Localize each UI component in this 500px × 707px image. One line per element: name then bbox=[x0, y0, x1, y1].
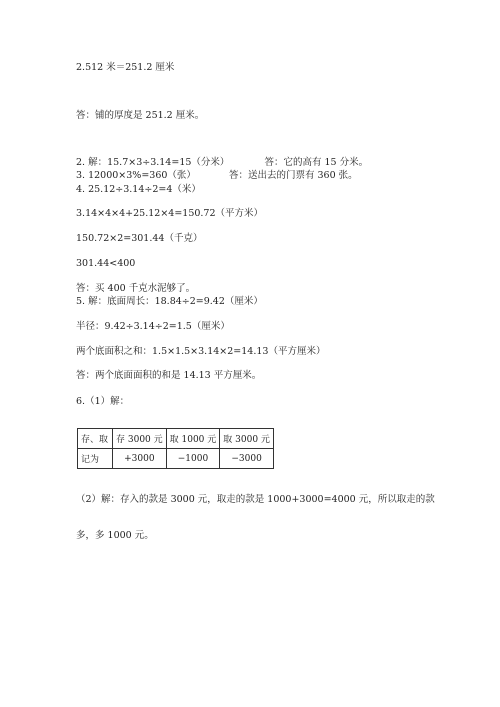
line-5: 4. 25.12÷3.14÷2=4（米） bbox=[76, 184, 201, 195]
line-3 bbox=[76, 157, 368, 169]
line-7: 150.72×2=301.44（千克） bbox=[76, 233, 203, 244]
line-12: 两个底面积之和：1.5×1.5×3.14×2=14.13（平方厘米） bbox=[76, 346, 326, 357]
line-9: 答：买 400 千克水泥够了。 bbox=[76, 283, 196, 294]
line-6: 3.14×4×4+25.12×4=150.72（平方米） bbox=[76, 208, 264, 219]
table-cell: 存 3000 元 bbox=[113, 429, 167, 449]
table-row bbox=[78, 449, 274, 469]
table-cell: −1000 bbox=[166, 449, 220, 469]
line-2: 答：铺的厚度是 251.2 厘米。 bbox=[76, 110, 205, 121]
table-cell: 记为 bbox=[78, 449, 113, 469]
line-4-calc: 3. 12000×3%=360（张） bbox=[76, 170, 196, 181]
line-3-calc: 2. 解：15.7×3÷3.14=15（分米） bbox=[76, 157, 230, 168]
table-cell: 存、取 bbox=[78, 429, 113, 449]
table-cell: 取 1000 元 bbox=[166, 429, 220, 449]
line-13: 答：两个底面面积的和是 14.13 平方厘米。 bbox=[76, 370, 262, 381]
line-4-answer: 答：送出去的门票有 360 张。 bbox=[228, 170, 358, 181]
line-10: 5. 解：底面周长：18.84÷2=9.42（厘米） bbox=[76, 296, 263, 307]
line-8: 301.44<400 bbox=[76, 258, 136, 269]
deposit-table bbox=[77, 428, 274, 469]
line-15: （2）解：存入的款是 3000 元，取走的款是 1000+3000=4000 元，所以取走的款 bbox=[76, 494, 435, 505]
line-14: 6.（1）解： bbox=[76, 396, 130, 407]
line-4 bbox=[76, 170, 358, 182]
line-3-answer: 答：它的高有 15 分米。 bbox=[264, 157, 369, 168]
table-cell: +3000 bbox=[113, 449, 167, 469]
table-cell: −3000 bbox=[220, 449, 274, 469]
line-1: 2.512 米＝251.2 厘米 bbox=[76, 62, 175, 73]
table-cell: 取 3000 元 bbox=[220, 429, 274, 449]
table-row bbox=[78, 429, 274, 449]
line-16: 多，多 1000 元。 bbox=[76, 530, 154, 541]
line-11: 半径：9.42÷3.14÷2=1.5（厘米） bbox=[76, 321, 230, 332]
